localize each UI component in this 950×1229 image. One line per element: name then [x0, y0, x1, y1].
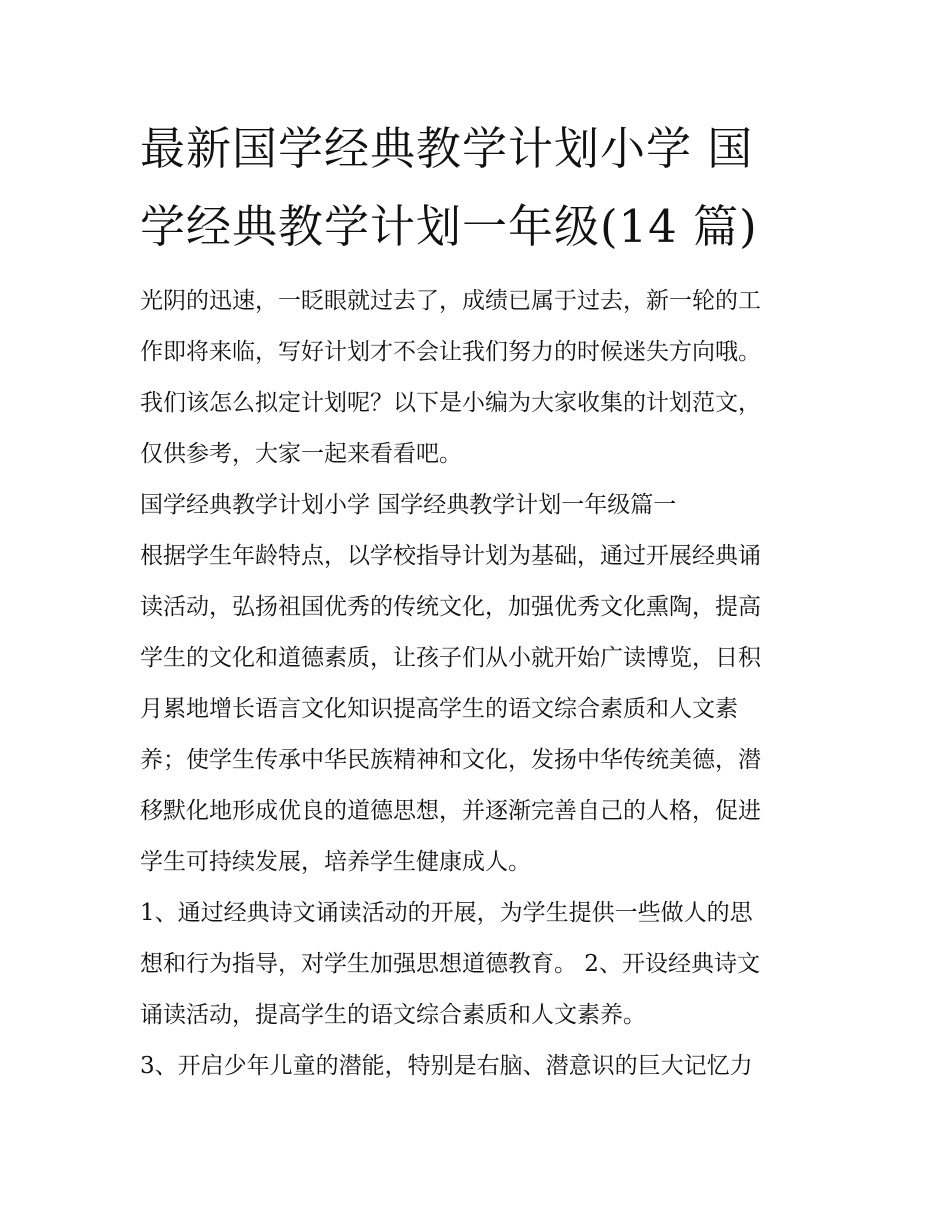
text-line: 学生的文化和道德素质，让孩子们从小就开始广读博览，日积	[140, 645, 761, 671]
text-line: 月累地增长语言文化知识提高学生的语文综合素质和人文素	[140, 696, 738, 722]
title-line: 学经典教学计划一年级(14 篇)	[140, 200, 758, 253]
goal-three-paragraph	[140, 1041, 830, 1092]
text-line: 我们该怎么拟定计划呢？以下是小编为大家收集的计划范文，	[140, 390, 761, 416]
section-heading	[140, 480, 830, 531]
text-line: 移默化地形成优良的道德思想，并逐渐完善自己的人格，促进	[140, 798, 761, 824]
text-line: 3、开启少年儿童的潜能，特别是右脑、潜意识的巨大记忆力	[140, 1053, 753, 1079]
text-line: 仅供参考，大家一起来看看吧。	[140, 441, 462, 467]
title-line: 最新国学经典教学计划小学 国	[140, 122, 754, 175]
text-line: 学生可持续发展，培养学生健康成人。	[140, 849, 531, 875]
intro-paragraph	[140, 276, 830, 480]
document-body	[140, 276, 830, 1092]
text-line: 1、通过经典诗文诵读活动的开展，为学生提供一些做人的思	[140, 900, 753, 926]
text-line: 想和行为指导，对学生加强思想道德教育。 2、开设经典诗文	[140, 951, 760, 977]
text-line: 国学经典教学计划小学 国学经典教学计划一年级篇一	[140, 492, 677, 518]
text-line: 根据学生年龄特点，以学校指导计划为基础，通过开展经典诵	[140, 543, 761, 569]
text-line: 作即将来临，写好计划才不会让我们努力的时候迷失方向哦。	[140, 339, 761, 365]
goals-paragraph	[140, 888, 830, 1041]
text-line: 读活动，弘扬祖国优秀的传统文化，加强优秀文化熏陶，提高	[140, 594, 761, 620]
text-line: 光阴的迅速，一眨眼就过去了，成绩已属于过去，新一轮的工	[140, 288, 761, 314]
text-line: 养；使学生传承中华民族精神和文化，发扬中华传统美德，潜	[140, 747, 761, 773]
document-title	[140, 110, 820, 266]
body-paragraph	[140, 531, 830, 888]
text-line: 诵读活动，提高学生的语文综合素质和人文素养。	[140, 1002, 646, 1028]
